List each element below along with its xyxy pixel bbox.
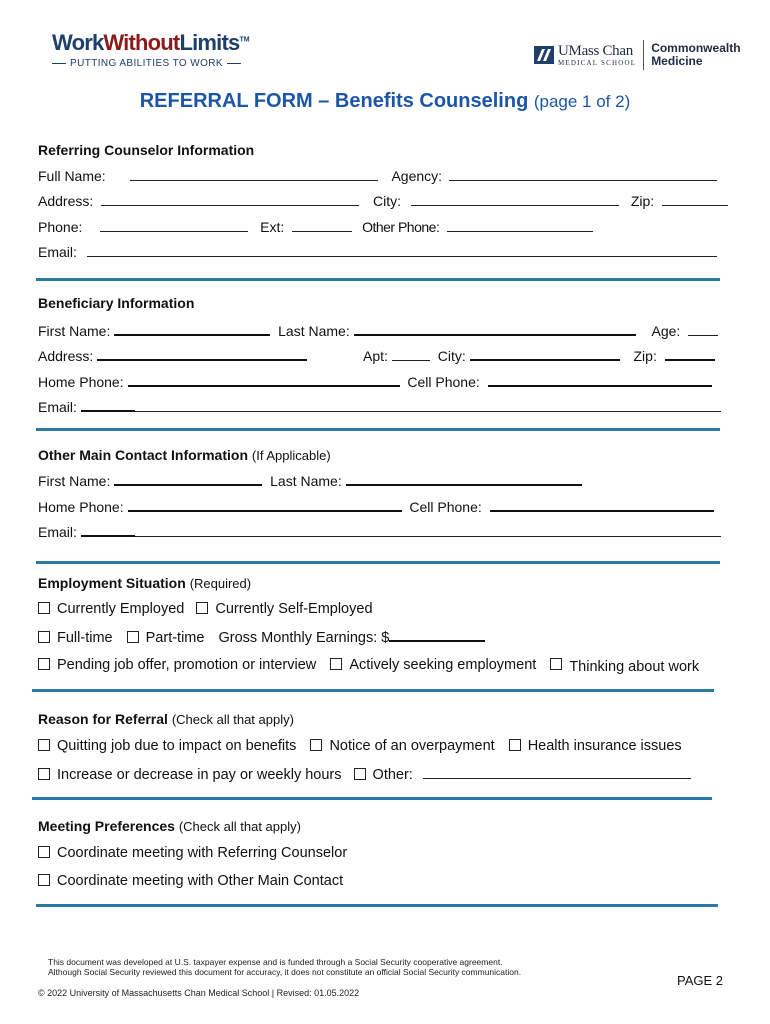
- beneficiary-heading: Beneficiary Information: [38, 295, 195, 311]
- employment-heading-note: (Required): [189, 576, 252, 591]
- copyright-text: © 2022 University of Massachusetts Chan Medical School | Revised: 01.05.2022: [38, 988, 360, 998]
- reason-heading-text: Reason for Referral: [38, 711, 168, 727]
- self-employed-label: Currently Self-Employed: [215, 601, 373, 617]
- meeting-heading-note: (Check all that apply): [178, 819, 301, 834]
- section-divider: [36, 428, 720, 431]
- beneficiary-home-phone-field[interactable]: [128, 373, 400, 387]
- gross-earnings-field[interactable]: [389, 628, 485, 642]
- counselor-row-address: [38, 193, 728, 209]
- counselor-row-name: [38, 168, 717, 184]
- seeking-employment-checkbox[interactable]: [330, 658, 342, 670]
- employment-heading: [38, 575, 251, 591]
- health-insurance-checkbox[interactable]: [509, 739, 521, 751]
- currently-employed-label: Currently Employed: [57, 601, 185, 617]
- form-title-main: REFERRAL FORM – Benefits Counseling: [139, 90, 529, 112]
- contact-row-phone: [38, 498, 714, 515]
- counselor-row-phone: [38, 219, 593, 235]
- form-title: [0, 90, 770, 113]
- health-insurance-label: Health insurance issues: [527, 738, 682, 754]
- umass-school: MEDICAL SCHOOL: [558, 58, 637, 67]
- funding-disclaimer: This document was developed at U.S. taxpayer expense and is funded through a Social Security cooperative agreement.: [48, 957, 503, 967]
- logo-trademark: TM: [239, 36, 250, 44]
- beneficiary-address-field[interactable]: [97, 347, 307, 361]
- commonwealth-text: Commonwealth: [651, 41, 741, 55]
- pending-offer-checkbox[interactable]: [38, 658, 50, 670]
- meeting-row-2: [38, 873, 343, 889]
- counselor-phone-label: Phone:: [38, 219, 83, 235]
- counselor-agency-field[interactable]: [449, 168, 717, 181]
- counselor-phone-field[interactable]: [100, 219, 248, 232]
- contact-home-phone-field[interactable]: [128, 498, 402, 512]
- employment-row-2: [38, 628, 485, 646]
- counselor-other-phone-label: Other Phone:: [362, 219, 440, 235]
- counselor-full-name-label: Full Name:: [38, 168, 106, 184]
- beneficiary-apt-label: Apt:: [363, 348, 388, 364]
- overpayment-checkbox[interactable]: [310, 739, 322, 751]
- reason-heading-note: (Check all that apply): [171, 712, 294, 727]
- other-reason-field[interactable]: [423, 766, 691, 779]
- counselor-other-phone-field[interactable]: [447, 219, 593, 232]
- beneficiary-cell-phone-field[interactable]: [488, 373, 712, 387]
- currently-employed-checkbox[interactable]: [38, 602, 50, 614]
- reason-row-2: [38, 766, 691, 783]
- logo-text-without: Without: [103, 30, 180, 55]
- beneficiary-age-label: Age:: [651, 323, 681, 339]
- contact-email-field-start[interactable]: [81, 523, 135, 537]
- contact-cell-phone-label: Cell Phone:: [409, 499, 482, 515]
- beneficiary-row-phone: [38, 373, 712, 390]
- contact-last-name-field[interactable]: [346, 472, 582, 486]
- contact-first-name-field[interactable]: [114, 472, 262, 486]
- counselor-email-field[interactable]: [87, 244, 717, 257]
- employment-row-3: [38, 657, 699, 673]
- beneficiary-row-email: [38, 398, 721, 415]
- meeting-row-1: [38, 845, 347, 861]
- counselor-ext-field[interactable]: [292, 219, 352, 232]
- section-divider: [32, 689, 714, 692]
- page-number: PAGE 2: [677, 973, 724, 988]
- form-title-page: (page 1 of 2): [533, 92, 631, 111]
- work-without-limits-logo: [52, 30, 250, 69]
- counselor-zip-label: Zip:: [630, 193, 655, 209]
- section-divider: [32, 797, 712, 800]
- contact-heading-note: (If Applicable): [251, 448, 331, 463]
- employment-heading-text: Employment Situation: [38, 575, 186, 591]
- beneficiary-row-address: [38, 347, 715, 364]
- other-reason-label: Other:: [372, 767, 413, 783]
- beneficiary-last-name-label: Last Name:: [278, 323, 350, 339]
- counselor-address-field[interactable]: [101, 193, 359, 206]
- contact-cell-phone-field[interactable]: [490, 498, 714, 512]
- contact-home-phone-label: Home Phone:: [38, 499, 124, 515]
- pay-change-label: Increase or decrease in pay or weekly hours: [57, 767, 342, 783]
- contact-row-name: [38, 472, 582, 489]
- beneficiary-zip-field[interactable]: [665, 347, 715, 361]
- part-time-checkbox[interactable]: [127, 631, 139, 643]
- ssa-disclaimer: Although Social Security reviewed this document for accuracy, it does not constitute an official Social Security communication.: [48, 967, 522, 977]
- section-divider: [36, 278, 720, 281]
- contact-last-name-label: Last Name:: [270, 473, 342, 489]
- beneficiary-email-label: Email:: [38, 399, 77, 415]
- overpayment-label: Notice of an overpayment: [329, 738, 495, 754]
- thinking-about-work-label: Thinking about work: [569, 659, 700, 675]
- beneficiary-cell-phone-label: Cell Phone:: [407, 374, 480, 390]
- full-time-label: Full-time: [57, 630, 113, 646]
- quitting-job-checkbox[interactable]: [38, 739, 50, 751]
- beneficiary-email-field-start[interactable]: [81, 398, 135, 412]
- counselor-city-label: City:: [373, 193, 402, 209]
- meeting-heading-text: Meeting Preferences: [38, 818, 175, 834]
- beneficiary-last-name-field[interactable]: [354, 322, 636, 336]
- counselor-agency-label: Agency:: [391, 168, 443, 184]
- meet-counselor-label: Coordinate meeting with Referring Counselor: [57, 845, 348, 861]
- self-employed-checkbox[interactable]: [196, 602, 208, 614]
- quitting-job-label: Quitting job due to impact on benefits: [57, 738, 297, 754]
- contact-heading-text: Other Main Contact Information: [38, 447, 248, 463]
- counselor-ext-label: Ext:: [260, 219, 285, 235]
- contact-email-label: Email:: [38, 524, 77, 540]
- beneficiary-city-label: City:: [437, 348, 466, 364]
- gross-earnings-label: Gross Monthly Earnings: $: [218, 630, 390, 646]
- counselor-full-name-field[interactable]: [130, 168, 378, 181]
- umass-name: UMass Chan: [558, 42, 633, 59]
- reason-heading: [38, 711, 294, 727]
- beneficiary-address-label: Address:: [38, 348, 94, 364]
- pay-change-checkbox[interactable]: [38, 768, 50, 780]
- beneficiary-first-name-label: First Name:: [38, 323, 111, 339]
- section-divider: [36, 904, 718, 907]
- beneficiary-first-name-field[interactable]: [114, 322, 270, 336]
- full-time-checkbox[interactable]: [38, 631, 50, 643]
- beneficiary-city-field[interactable]: [470, 347, 620, 361]
- meeting-heading: [38, 818, 301, 834]
- other-reason-checkbox[interactable]: [354, 768, 366, 780]
- seeking-employment-label: Actively seeking employment: [349, 657, 537, 673]
- section-divider: [36, 561, 720, 564]
- thinking-about-work-checkbox[interactable]: [550, 658, 562, 670]
- logo-text-work: Work: [52, 30, 104, 55]
- beneficiary-home-phone-label: Home Phone:: [38, 374, 124, 390]
- meet-contact-label: Coordinate meeting with Other Main Contact: [57, 873, 344, 889]
- beneficiary-row-name: [38, 322, 718, 339]
- contact-row-email: [38, 523, 721, 540]
- counselor-row-email: [38, 244, 717, 260]
- counselor-heading: Referring Counselor Information: [38, 142, 255, 158]
- reason-row-1: [38, 738, 682, 754]
- counselor-zip-field[interactable]: [662, 193, 728, 206]
- part-time-label: Part-time: [145, 630, 205, 646]
- logo-tagline: PUTTING ABILITIES TO WORK: [70, 58, 223, 69]
- contact-email-field[interactable]: [135, 524, 721, 537]
- counselor-email-label: Email:: [38, 244, 77, 260]
- logo-text-limits: Limits: [179, 30, 240, 55]
- meet-contact-checkbox[interactable]: [38, 874, 50, 886]
- contact-heading: [38, 447, 331, 463]
- counselor-city-field[interactable]: [411, 193, 619, 206]
- beneficiary-apt-field[interactable]: [392, 348, 430, 361]
- umass-chan-logo: [534, 40, 741, 70]
- medicine-text: Medicine: [651, 54, 703, 68]
- pending-offer-label: Pending job offer, promotion or interview: [57, 657, 317, 673]
- beneficiary-email-field[interactable]: [135, 399, 721, 412]
- beneficiary-zip-label: Zip:: [633, 348, 657, 364]
- umass-shield-icon: [534, 46, 554, 64]
- employment-row-1: [38, 601, 373, 617]
- contact-first-name-label: First Name:: [38, 473, 111, 489]
- meet-counselor-checkbox[interactable]: [38, 846, 50, 858]
- beneficiary-age-field[interactable]: [688, 323, 718, 336]
- counselor-address-label: Address:: [38, 193, 94, 209]
